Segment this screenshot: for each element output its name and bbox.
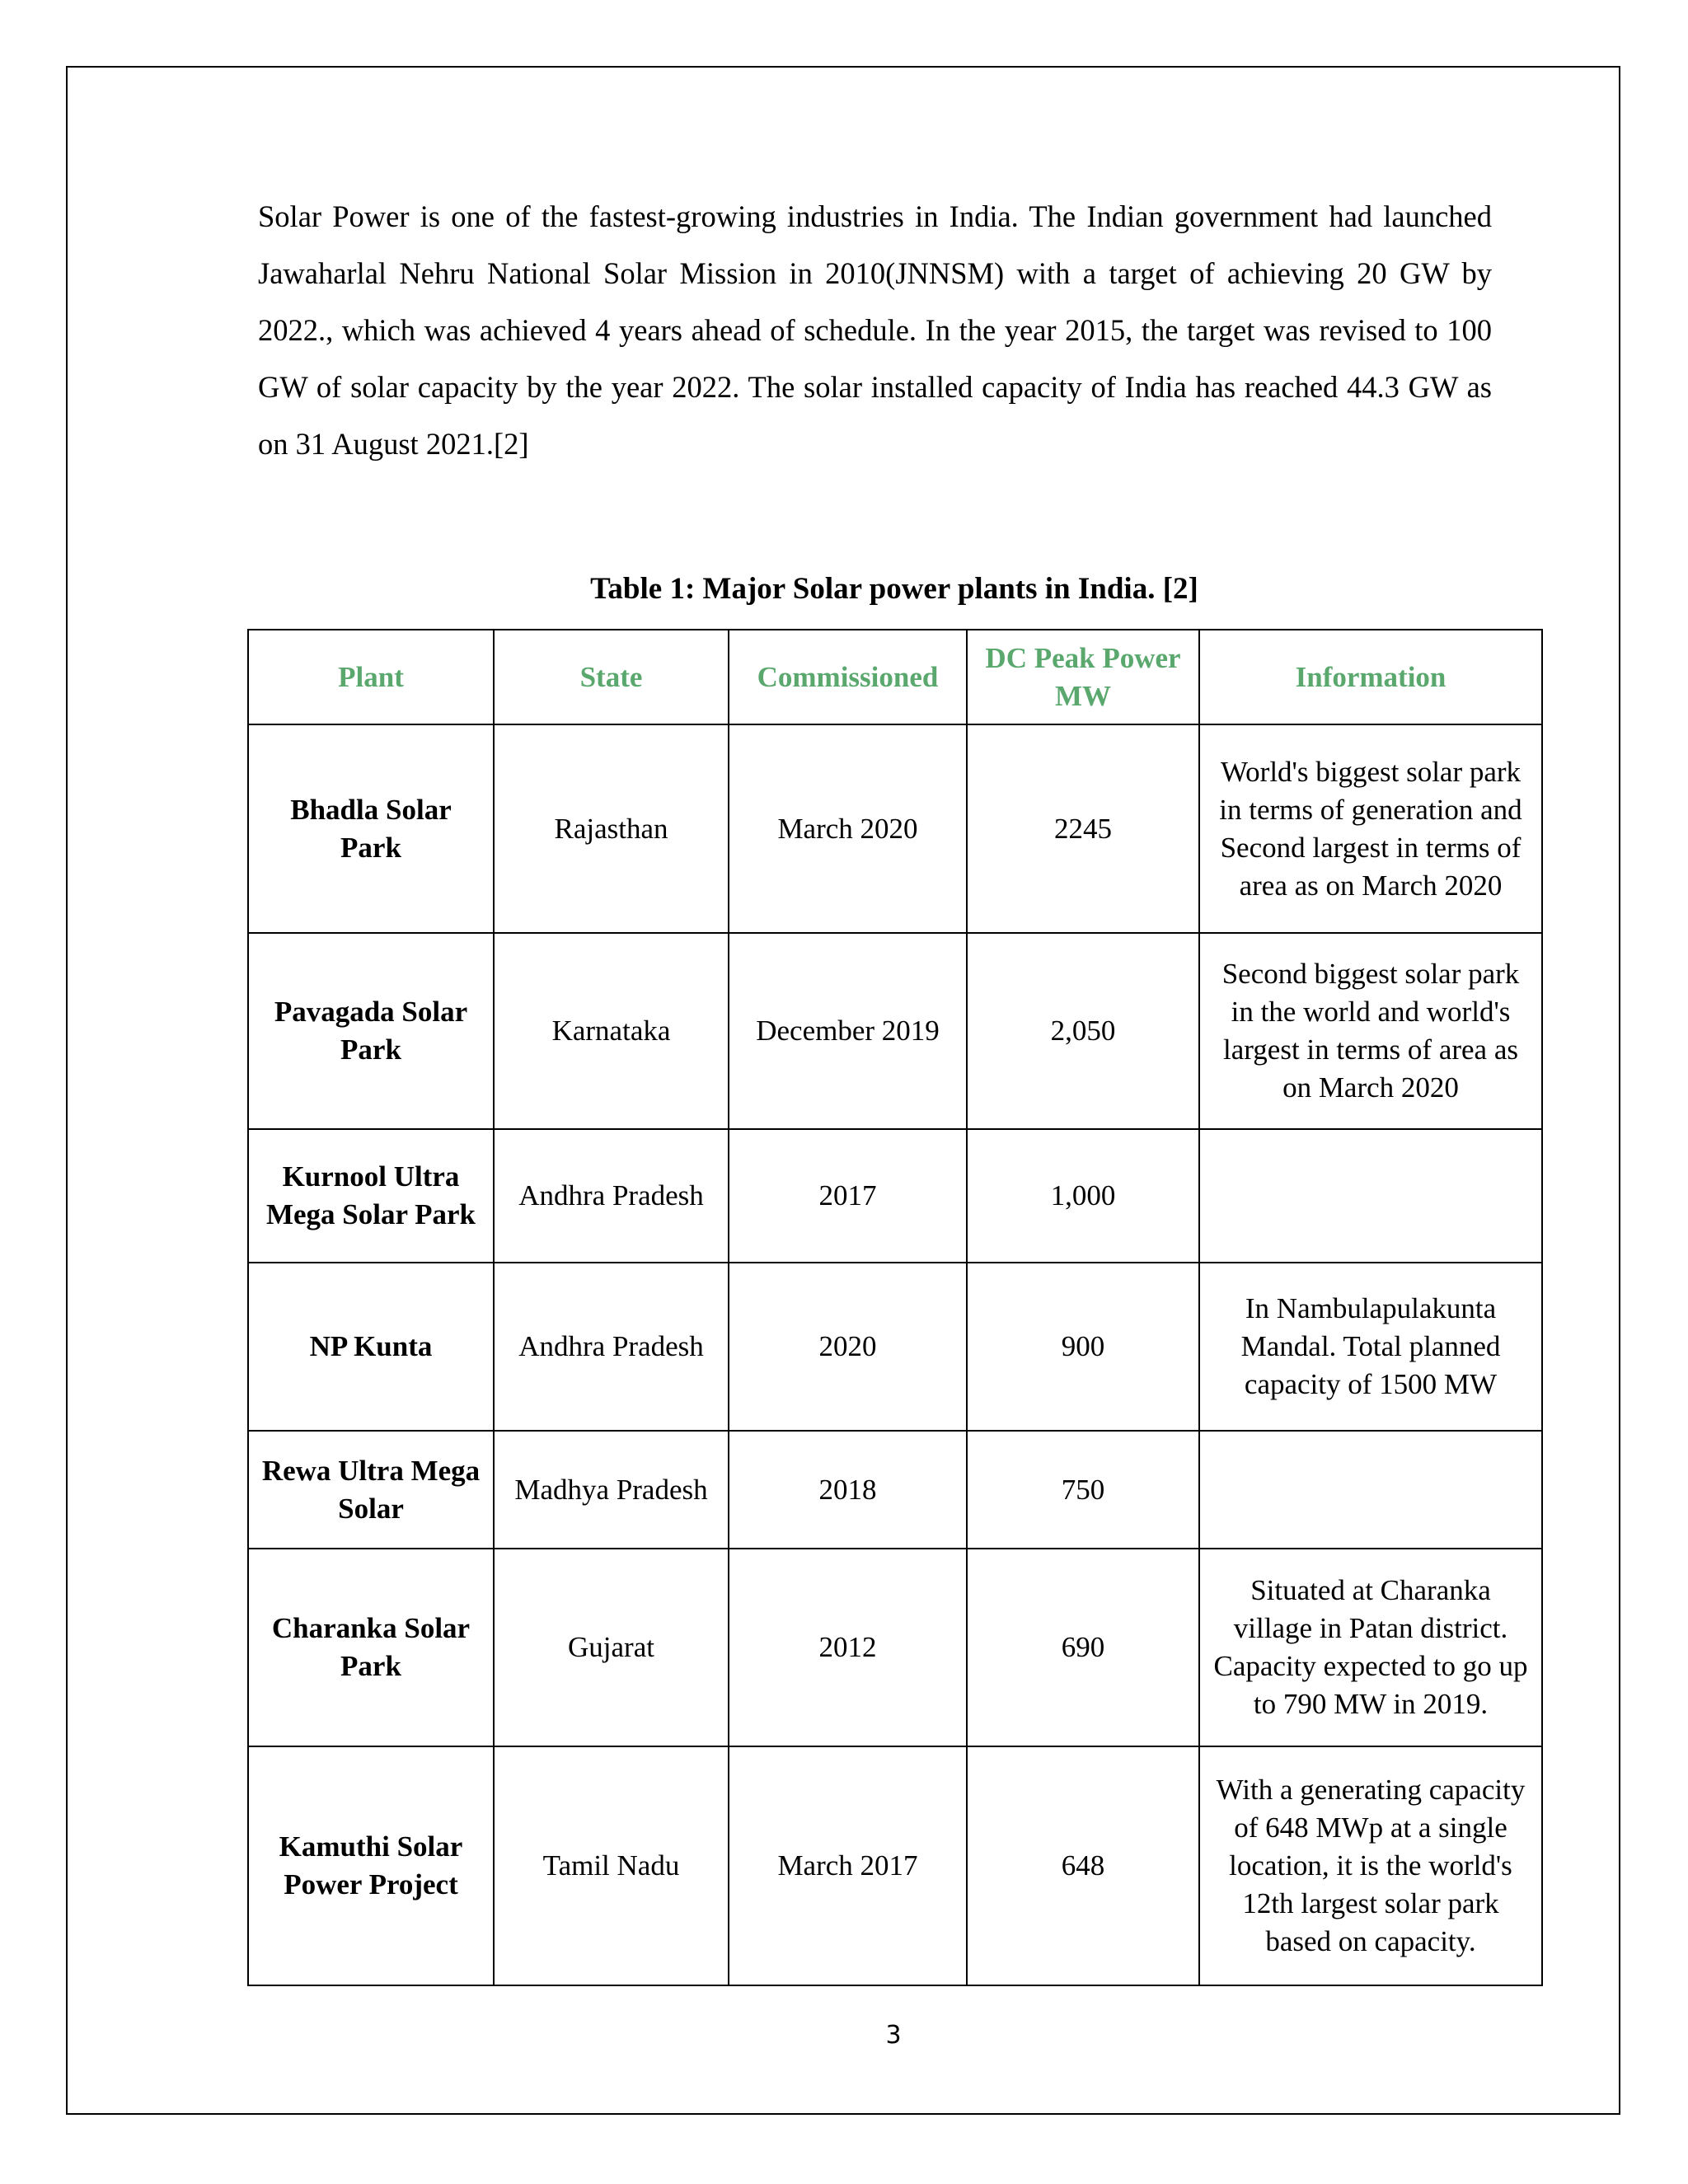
cell-plant: NP Kunta [248,1263,494,1431]
table-row [248,1549,1542,1746]
cell-power: 900 [967,1263,1199,1431]
cell-commissioned: 2020 [729,1263,967,1431]
cell-plant: Pavagada Solar Park [248,933,494,1129]
cell-information: Situated at Charanka village in Patan district. Capacity expected to go up to 790 MW in 2019. [1199,1549,1542,1746]
table-row [248,1129,1542,1263]
cell-plant: Bhadla Solar Park [248,724,494,933]
cell-commissioned: 2018 [729,1431,967,1549]
cell-commissioned: 2017 [729,1129,967,1263]
cell-plant: Kurnool Ultra Mega Solar Park [248,1129,494,1263]
header-commissioned: Commissioned [729,630,967,724]
cell-information: World's biggest solar park in terms of generation and Second largest in terms of area as on March 2020 [1199,724,1542,933]
table-row [248,1746,1542,1985]
cell-commissioned: December 2019 [729,933,967,1129]
cell-state: Gujarat [494,1549,729,1746]
page-number: 3 [885,2021,902,2050]
cell-commissioned: March 2017 [729,1746,967,1985]
cell-power: 2,050 [967,933,1199,1129]
header-power: DC Peak Power MW [967,630,1199,724]
header-information: Information [1199,630,1542,724]
cell-state: Madhya Pradesh [494,1431,729,1549]
cell-state: Andhra Pradesh [494,1263,729,1431]
header-state: State [494,630,729,724]
table-caption: Table 1: Major Solar power plants in India. [2] [590,572,1198,606]
cell-commissioned: 2012 [729,1549,967,1746]
cell-state: Andhra Pradesh [494,1129,729,1263]
cell-power: 648 [967,1746,1199,1985]
table-header-row [248,630,1542,724]
cell-commissioned: March 2020 [729,724,967,933]
cell-state: Tamil Nadu [494,1746,729,1985]
cell-information [1199,1129,1542,1263]
cell-plant: Charanka Solar Park [248,1549,494,1746]
cell-state: Rajasthan [494,724,729,933]
header-plant: Plant [248,630,494,724]
table-row [248,933,1542,1129]
cell-information: With a generating capacity of 648 MWp at a single location, it is the world's 12th largest solar park based on capacity. [1199,1746,1542,1985]
intro-paragraph: Solar Power is one of the fastest-growing industries in India. The Indian government had launched Jawaharlal Nehru National Solar Mission in 2010(JNNSM) with a target of achieving 20 GW by 2022., which was achieved 4 years ahead of schedule. In the year 2015, the target was revised to 100 GW of solar capacity by the year 2022. The solar installed capacity of India has reached 44.3 GW as on 31 August 2021.[2] [258,199,1492,461]
cell-power: 1,000 [967,1129,1199,1263]
cell-information [1199,1431,1542,1549]
cell-plant: Rewa Ultra Mega Solar [248,1431,494,1549]
cell-power: 690 [967,1549,1199,1746]
table-row [248,1431,1542,1549]
solar-plants-table [247,629,1543,1986]
cell-information: In Nambulapulakunta Mandal. Total planned capacity of 1500 MW [1199,1263,1542,1431]
table-row [248,724,1542,933]
cell-power: 2245 [967,724,1199,933]
cell-power: 750 [967,1431,1199,1549]
cell-information: Second biggest solar park in the world and world's largest in terms of area as on March 2020 [1199,933,1542,1129]
table-row [248,1263,1542,1431]
cell-plant: Kamuthi Solar Power Project [248,1746,494,1985]
cell-state: Karnataka [494,933,729,1129]
